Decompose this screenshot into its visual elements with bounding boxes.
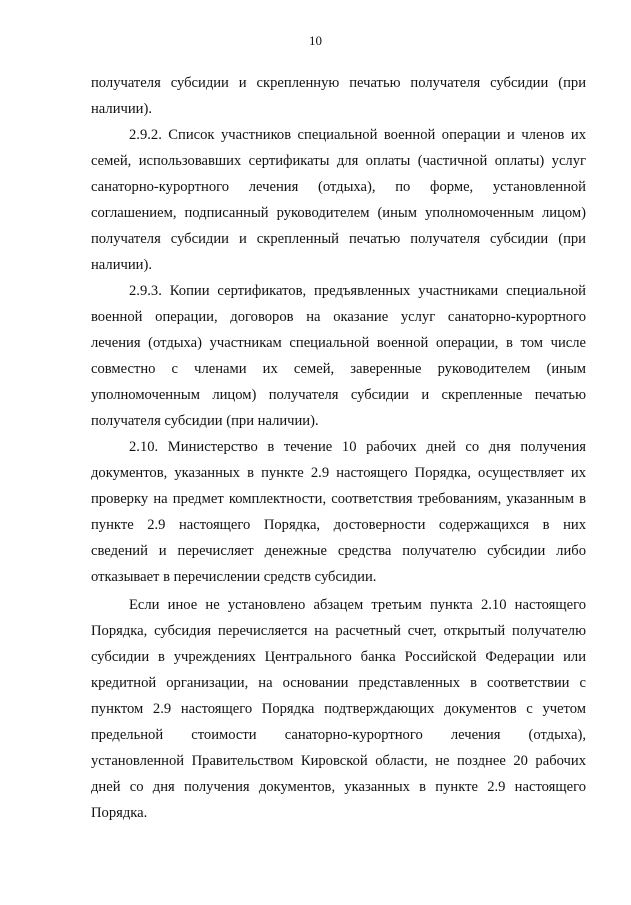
text-line: получателя субсидии и скрепленную печатью получателя субсидии (при <box>91 75 586 91</box>
text-line: наличии). <box>91 257 152 273</box>
text-line: 2.9.3. Копии сертификатов, предъявленных участниками специальной <box>129 283 586 299</box>
text-line: семей, использовавших сертификаты для оплаты (частичной оплаты) услуг <box>91 153 586 169</box>
page-number: 10 <box>309 33 322 48</box>
text-line: документов, указанных в пункте 2.9 настоящего Порядка, осуществляет их <box>91 465 586 481</box>
text-line: наличии). <box>91 101 152 117</box>
text-line: 2.9.2. Список участников специальной военной операции и членов их <box>129 127 586 143</box>
text-line: получателя субсидии и скрепленный печатью получателя субсидии (при <box>91 231 586 247</box>
text-line: лечения (отдыха) участникам специальной военной операции, в том числе <box>91 335 586 351</box>
text-line: установленной Правительством Кировской области, не позднее 20 рабочих <box>91 753 586 769</box>
text-line: Порядка. <box>91 805 148 821</box>
text-line: дней со дня получения документов, указанных в пункте 2.9 настоящего <box>91 779 586 795</box>
text-line: получателя субсидии (при наличии). <box>91 413 319 429</box>
text-line: Если иное не установлено абзацем третьим пункта 2.10 настоящего <box>129 597 586 613</box>
text-line: совместно с членами их семей, заверенные руководителем (иным <box>91 361 586 377</box>
text-line: проверку на предмет комплектности, соответствия требованиям, указанным в <box>91 491 586 507</box>
text-line: кредитной организации, на основании представленных в соответствии с <box>91 675 586 691</box>
text-line: сведений и перечисляет денежные средства получателю субсидии либо <box>91 543 586 559</box>
text-line: уполномоченным лицом) получателя субсидии и скрепленные печатью <box>91 387 586 403</box>
text-line: санаторно-курортного лечения (отдыха), по форме, установленной <box>91 179 586 195</box>
text-line: отказывает в перечислении средств субсидии. <box>91 569 377 585</box>
text-line: соглашением, подписанный руководителем (иным уполномоченным лицом) <box>91 205 586 221</box>
text-line: Порядка, субсидия перечисляется на расчетный счет, открытый получателю <box>91 623 586 639</box>
text-line: военной операции, договоров на оказание услуг санаторно-курортного <box>91 309 586 325</box>
text-line: пункте 2.9 настоящего Порядка, достоверности содержащихся в них <box>91 517 586 533</box>
text-line: пунктом 2.9 настоящего Порядка подтверждающих документов с учетом <box>91 701 586 717</box>
text-line: 2.10. Министерство в течение 10 рабочих дней со дня получения <box>129 439 586 455</box>
text-line: субсидии в учреждениях Центрального банка Российской Федерации или <box>91 649 586 665</box>
text-line: предельной стоимости санаторно-курортного лечения (отдыха), <box>91 727 586 743</box>
